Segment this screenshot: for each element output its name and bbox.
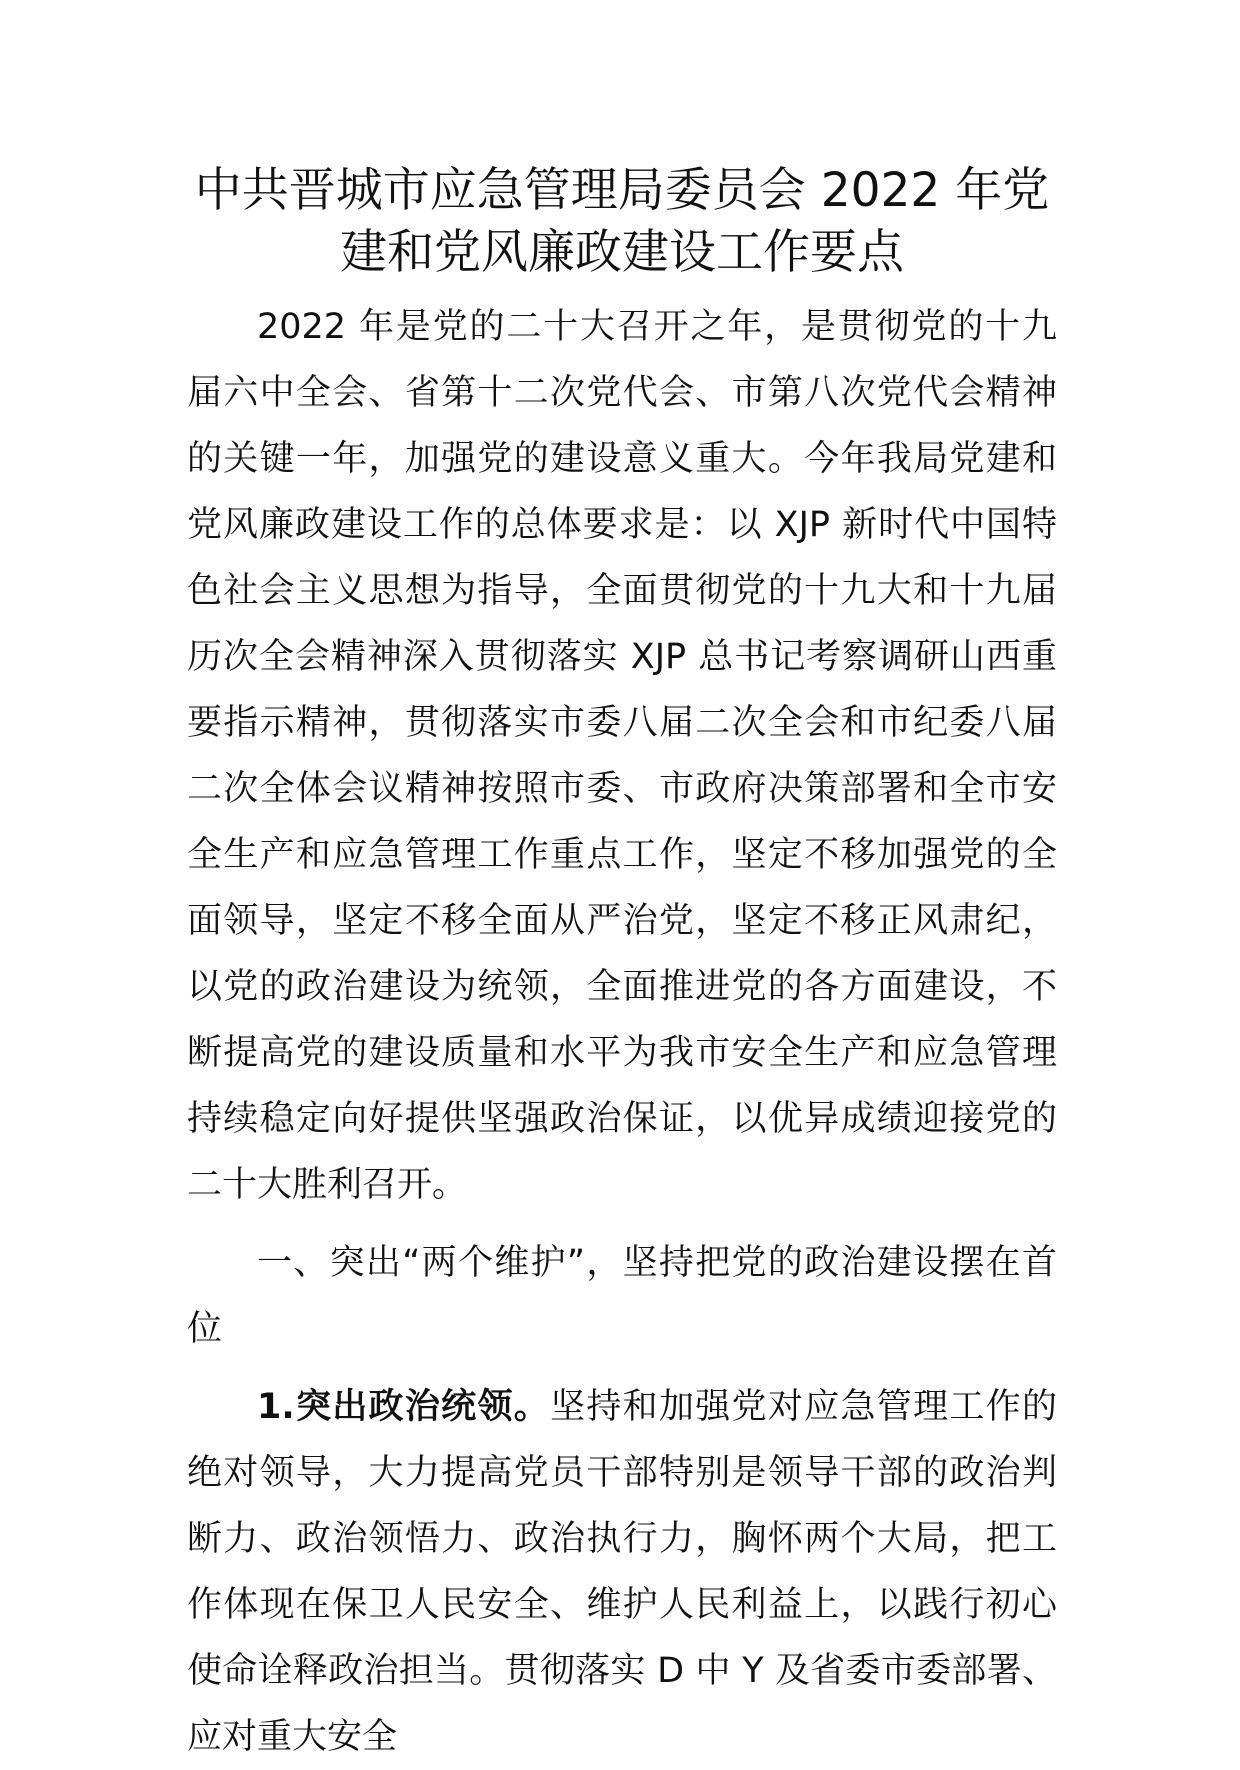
document-title-line-2: 建和党风廉政建设工作要点: [340, 225, 904, 280]
intro-paragraph: 2022 年是党的二十大召开之年，是贯彻党的十九届六中全会、省第十二次党代会、市第八次党代会精神的关键一年，加强党的建设意义重大。今年我局党建和党风廉政建设工作的总体要求是：以 XJP 新时代中国特色社会主义思想为指导，全面贯彻党的十九大和十九届历次全会精神深入贯彻落实 XJP 总书记考察调研山西重要指示精神，贯彻落实市委八届二次全会和市纪委八届二次全体会议精神按照市委、市政府决策部署和全市安全生产和应急管理工作重点工作，坚定不移加强党的全面领导，坚定不移全面从严治党，坚定不移正风肃纪，以党的政治建设为统领，全面推进党的各方面建设，不断提高党的建设质量和水平为我市安全生产和应急管理持续稳定向好提供坚强政治保证，以优异成绩迎接党的二十大胜利召开。: [187, 307, 1057, 1205]
item-paragraph-1: [187, 1374, 1057, 1770]
document-title: [177, 160, 1067, 284]
document-title-line-1: 中共晋城市应急管理局委员会 2022 年党: [194, 163, 1050, 218]
document-page: [187, 160, 1057, 1770]
section-heading: 一、突出“两个维护”，坚持把党的政治建设摆在首位: [187, 1243, 1057, 1349]
item-body-1: 坚持和加强党对应急管理工作的绝对领导，大力提高党员干部特别是领导干部的政治判断力、政治领悟力、政治执行力，胸怀两个大局，把工作体现在保卫人民安全、维护人民利益上，以践行初心使命诠释政治担当。贯彻落实 D 中 Y 及省委市委部署、应对重大安全: [187, 1387, 1057, 1757]
item-title-1: 1.突出政治统领。: [257, 1387, 551, 1427]
